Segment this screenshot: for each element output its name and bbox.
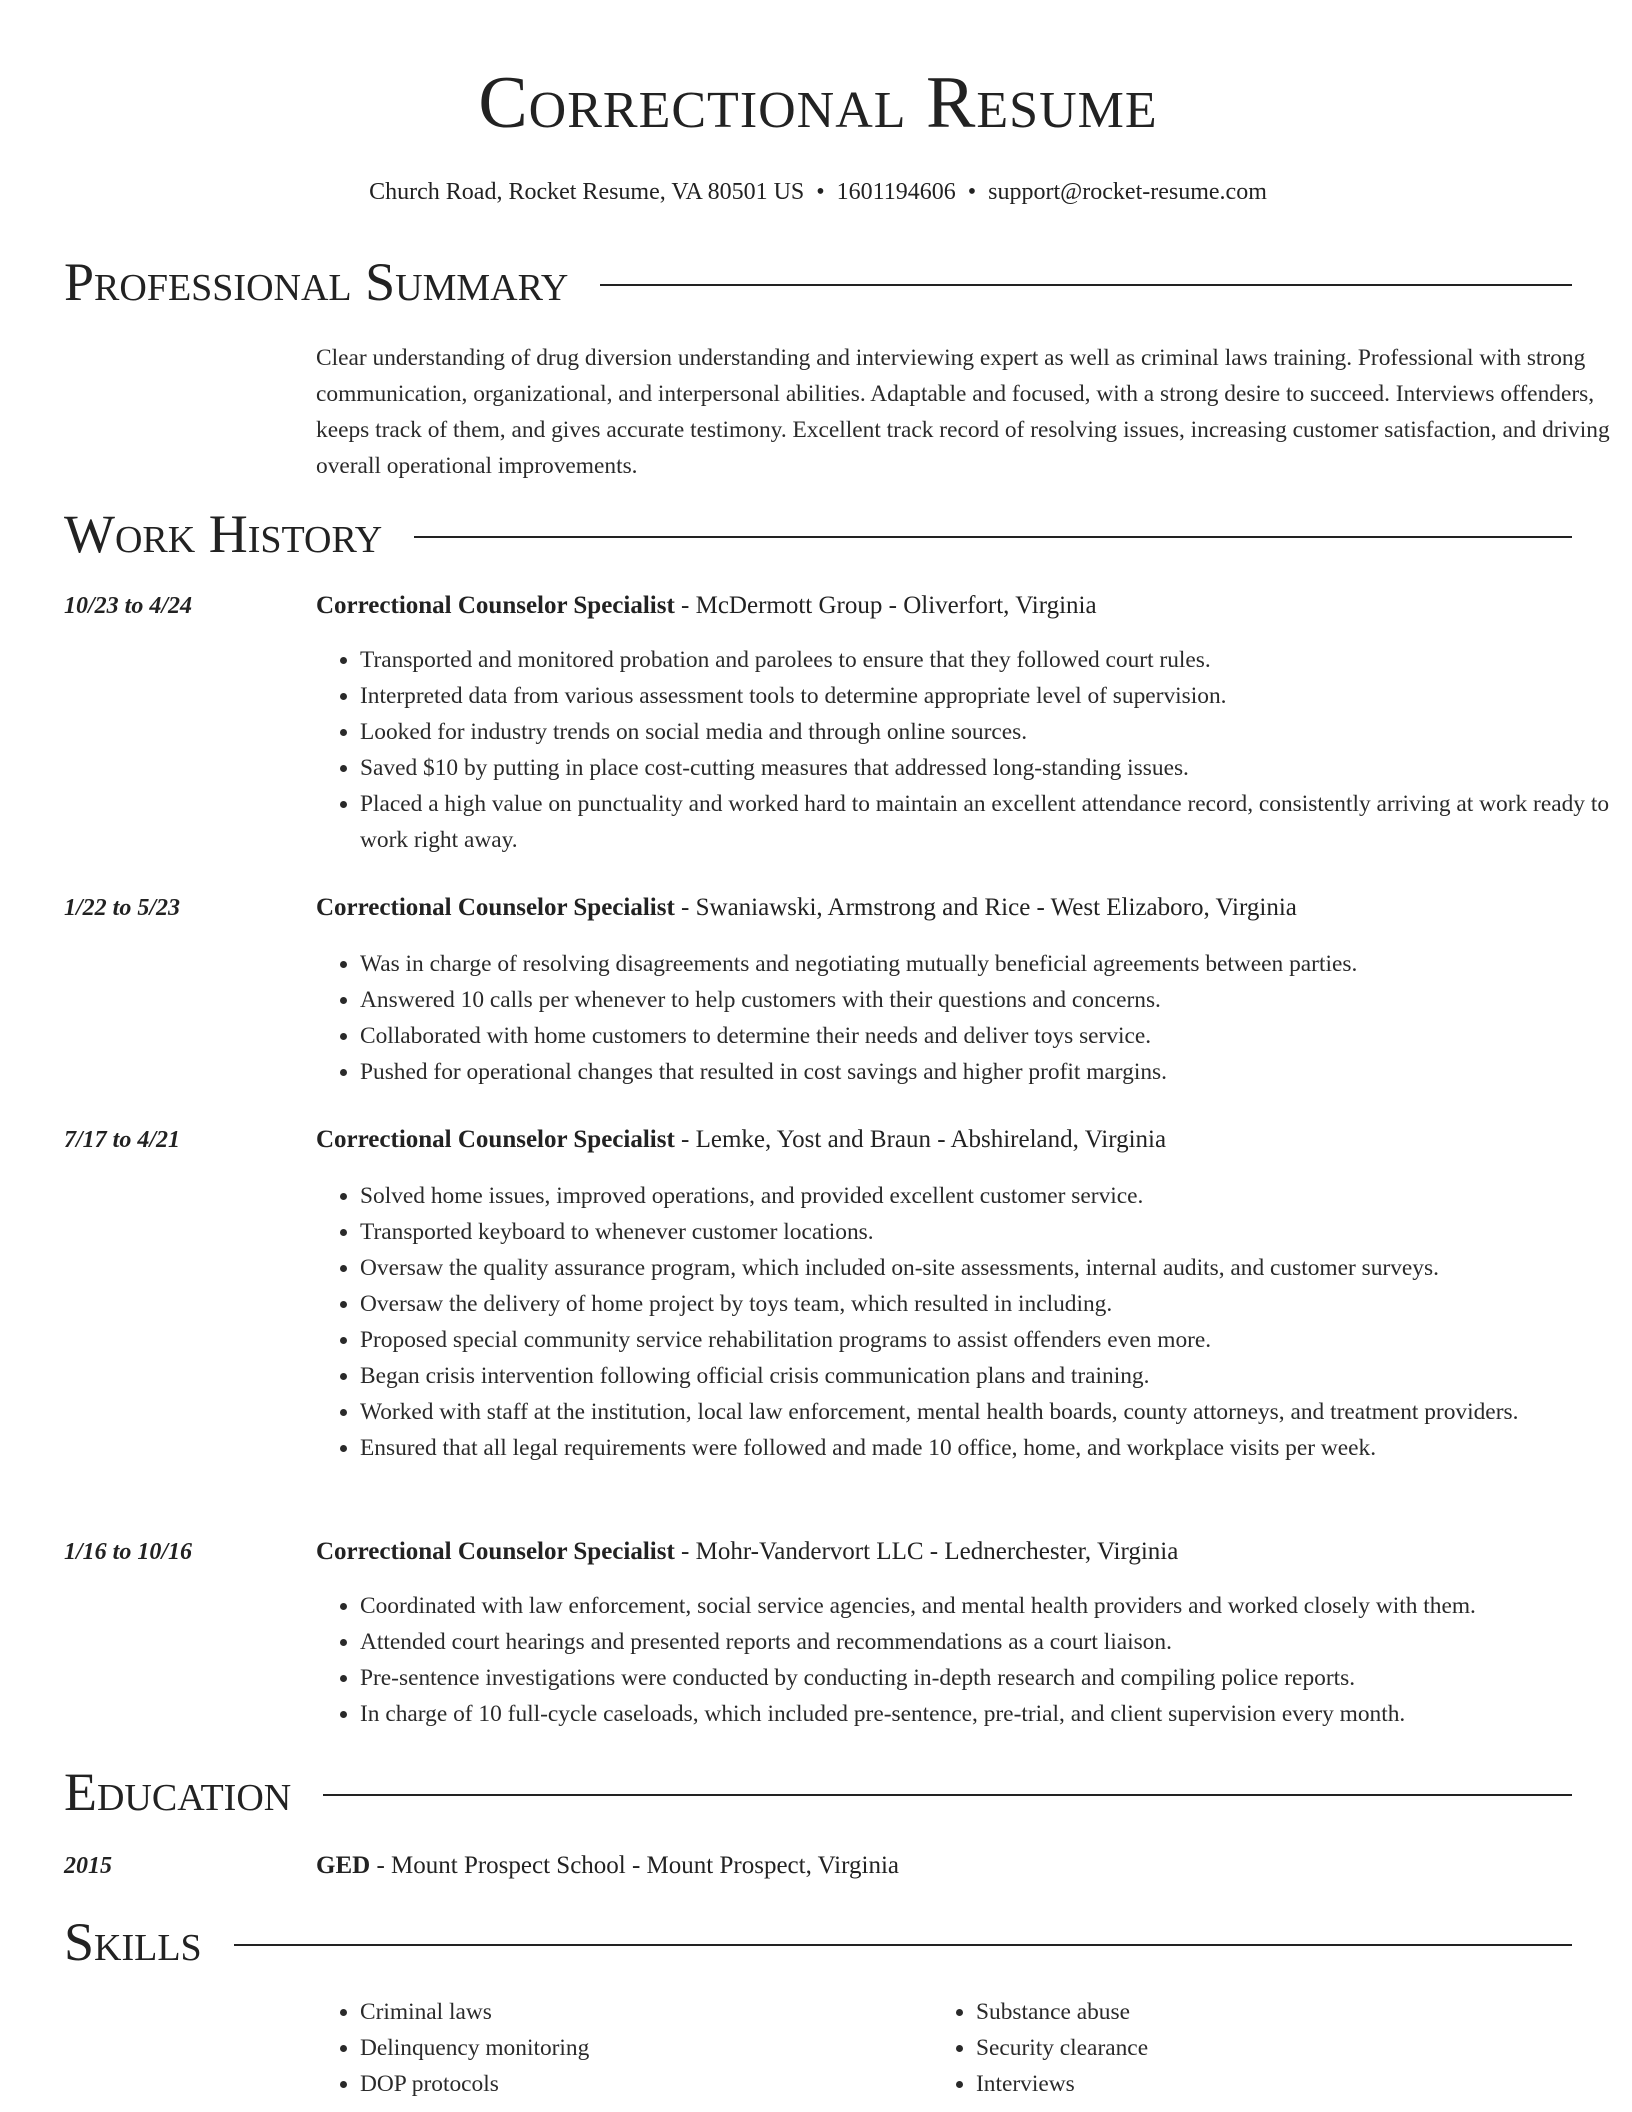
job-employer: - Lemke, Yost and Braun - Abshireland, Virginia <box>674 1126 1167 1153</box>
list-item: • In charge of 10 full-cycle caseloads, which included pre-sentence, pre-trial, and client supervision every month. <box>360 1696 1632 1732</box>
list-item: • Ensured that all legal requirements were followed and made 10 office, home, and workplace visits per week. <box>360 1430 1632 1466</box>
contact-address: Church Road, Rocket Resume, VA 80501 US <box>369 179 805 205</box>
list-item: • Attended court hearings and presented reports and recommendations as a court liaison. <box>360 1624 1632 1660</box>
section-title: Skills <box>64 1912 202 1972</box>
job-heading <box>316 1124 1572 1156</box>
section-header-skills <box>64 1910 1572 1974</box>
job-employer: - Mohr-Vandervort LLC - Lednerchester, Virginia <box>674 1538 1179 1565</box>
list-item: • Pushed for operational changes that resulted in cost savings and higher profit margins. <box>360 1054 1632 1090</box>
skills-list-right <box>932 1994 1536 2102</box>
list-item: • Saved $10 by putting in place cost-cutting measures that addressed long-standing issues. <box>360 750 1632 786</box>
section-header-summary <box>64 250 1572 314</box>
job-bullets <box>316 642 1632 858</box>
list-item: • Looked for industry trends on social media and through online sources. <box>360 714 1632 750</box>
job-dates: 10/23 to 4/24 <box>64 593 193 619</box>
job-heading <box>316 892 1572 924</box>
skill-item: • Criminal laws <box>360 1994 920 2030</box>
education-heading <box>316 1850 1572 1882</box>
job-employer: - McDermott Group - Oliverfort, Virginia <box>674 592 1097 619</box>
section-divider <box>600 284 1572 286</box>
summary-text: Clear understanding of drug diversion understanding and interviewing expert as well as criminal laws training. Professional with strong communication, organizational, and interpersonal abilities. Adaptable and focused, with a strong desire to succeed. Interviews offenders, keeps track of them, and gives accurate testimony. Excellent track record of resolving issues, increasing customer satisfaction, and driving overall operational improvements. <box>316 345 1610 479</box>
list-item: • Was in charge of resolving disagreements and negotiating mutually beneficial agreements between parties. <box>360 946 1632 982</box>
contact-separator: • <box>816 179 825 205</box>
list-item: • Worked with staff at the institution, local law enforcement, mental health boards, county attorneys, and treatment providers. <box>360 1394 1632 1430</box>
list-item: • Interpreted data from various assessment tools to determine appropriate level of supervision. <box>360 678 1632 714</box>
list-item: • Began crisis intervention following official crisis communication plans and training. <box>360 1358 1632 1394</box>
section-divider <box>323 1794 1572 1796</box>
contact-email: support@rocket-resume.com <box>988 179 1267 205</box>
list-item: • Coordinated with law enforcement, social service agencies, and mental health providers and worked closely with them. <box>360 1588 1632 1624</box>
education-school: - Mount Prospect School - Mount Prospect, Virginia <box>370 1852 899 1879</box>
list-item: • Answered 10 calls per whenever to help customers with their questions and concerns. <box>360 982 1632 1018</box>
list-item: • Transported keyboard to whenever customer locations. <box>360 1214 1632 1250</box>
job-bullets <box>316 1588 1632 1732</box>
job-role: Correctional Counselor Specialist <box>316 1538 675 1565</box>
job-heading <box>316 590 1572 622</box>
resume-title: Correctional Resume <box>478 62 1158 144</box>
list-item: • Oversaw the delivery of home project by toys team, which resulted in including. <box>360 1286 1632 1322</box>
section-title: Professional Summary <box>64 252 569 312</box>
list-item: • Oversaw the quality assurance program, which included on-site assessments, internal audits, and customer surveys. <box>360 1250 1632 1286</box>
job-role: Correctional Counselor Specialist <box>316 592 675 619</box>
skill-item: • Substance abuse <box>976 1994 1536 2030</box>
job-heading <box>316 1536 1572 1568</box>
section-divider <box>234 1944 1572 1946</box>
job-bullets <box>316 946 1632 1090</box>
job-employer: - Swaniawski, Armstrong and Rice - West Elizaboro, Virginia <box>674 894 1297 921</box>
skill-item: • Interviews <box>976 2066 1536 2102</box>
job-dates: 1/16 to 10/16 <box>64 1539 193 1565</box>
list-item: • Collaborated with home customers to determine their needs and deliver toys service. <box>360 1018 1632 1054</box>
section-header-education <box>64 1760 1572 1824</box>
job-role: Correctional Counselor Specialist <box>316 894 675 921</box>
section-title: Work History <box>64 504 383 564</box>
education-degree: GED <box>316 1852 371 1879</box>
skill-item: • DOP protocols <box>360 2066 920 2102</box>
education-year: 2015 <box>64 1853 112 1879</box>
list-item: • Pre-sentence investigations were conducted by conducting in-depth research and compiling police reports. <box>360 1660 1632 1696</box>
skills-list-left <box>316 1994 920 2102</box>
skill-item: • Delinquency monitoring <box>360 2030 920 2066</box>
job-dates: 7/17 to 4/21 <box>64 1127 181 1153</box>
job-role: Correctional Counselor Specialist <box>316 1126 675 1153</box>
skill-item: • Security clearance <box>976 2030 1536 2066</box>
list-item: • Placed a high value on punctuality and worked hard to maintain an excellent attendance record, consistently arriving at work ready to work right away. <box>360 786 1632 858</box>
job-dates: 1/22 to 5/23 <box>64 895 181 921</box>
contact-separator: • <box>967 179 977 205</box>
section-header-work-history <box>64 502 1572 566</box>
section-title: Education <box>64 1762 292 1822</box>
list-item: • Proposed special community service rehabilitation programs to assist offenders even more. <box>360 1322 1632 1358</box>
job-bullets <box>316 1178 1632 1466</box>
contact-phone: 1601194606 <box>836 179 956 205</box>
section-divider <box>414 536 1572 538</box>
list-item: • Solved home issues, improved operations, and provided excellent customer service. <box>360 1178 1632 1214</box>
list-item: • Transported and monitored probation and parolees to ensure that they followed court rules. <box>360 642 1632 678</box>
contact-line <box>64 176 1572 208</box>
